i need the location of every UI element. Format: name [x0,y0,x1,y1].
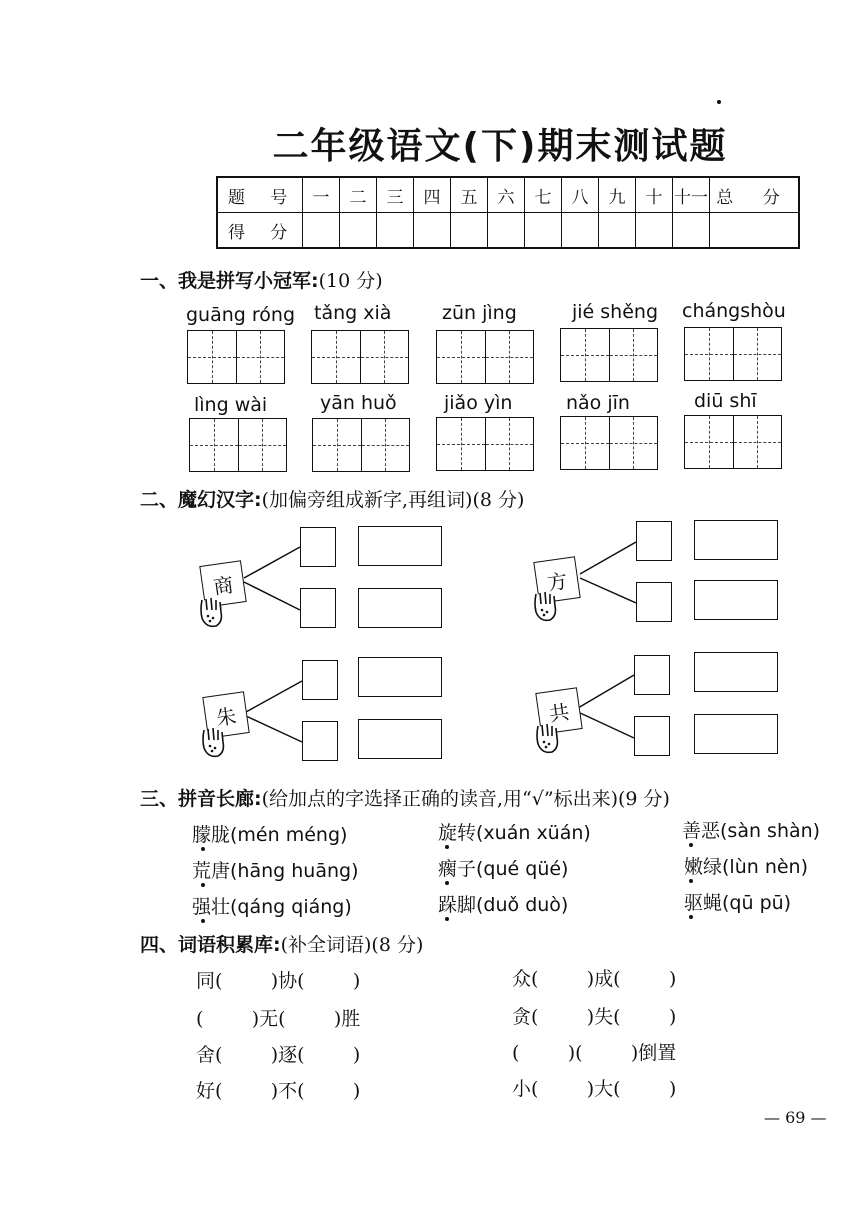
item-pinyin-options[interactable]: (duǒ duò) [476,894,569,916]
page-title: 二年级语文(下)期末测试题 [272,126,728,167]
item-word: 朦胧 [192,824,231,846]
emphasis-dot [201,883,205,887]
fill-in-word[interactable]: 舍( )逐( ) [196,1044,361,1066]
reading-item [682,816,820,843]
fill-in-word[interactable]: 贪( )失( ) [512,1006,677,1028]
emphasis-dot [445,917,449,921]
section-4-note: (补全词语)(8 分) [280,934,424,956]
pinyin-label: tǎng xià [314,302,392,324]
new-char-box[interactable] [636,521,672,561]
new-char-box[interactable] [302,660,338,700]
word-box[interactable] [358,588,442,628]
card-char: 共 [547,699,571,726]
item-pinyin-options[interactable]: (sàn shàn) [720,820,821,842]
total-label: 总 分 [710,177,800,213]
new-char-box[interactable] [634,655,670,695]
word-box[interactable] [358,526,442,566]
word-box[interactable] [694,652,778,692]
item-word: 嫩绿 [684,856,723,878]
page-number: — 69 — [764,1108,827,1127]
reading-item [192,820,347,847]
section-4-heading [140,930,423,957]
reading-item [438,854,568,881]
reading-item [684,888,791,915]
item-word: 善恶 [682,820,721,842]
section-1-note: (10 分) [318,270,383,292]
col-10: 十 [636,177,673,213]
section-2-title: 二、魔幻汉字: [140,489,262,511]
col-7: 七 [525,177,562,213]
pinyin-label: chángshòu [682,300,786,322]
word-box[interactable] [358,719,442,759]
fill-in-word[interactable]: ( )( )倒置 [512,1042,677,1064]
reading-item [438,818,591,845]
section-4-title: 四、词语积累库: [140,934,281,956]
emphasis-dot [201,847,205,851]
header-label: 题 号 [217,177,303,213]
reading-item [438,890,568,917]
pinyin-label: lìng wài [194,394,268,416]
fill-in-word[interactable]: 好( )不( ) [196,1080,361,1102]
section-3-heading [140,784,670,811]
item-pinyin-options[interactable]: (qū pū) [722,892,792,914]
fill-in-word[interactable]: ( )无( )胜 [196,1008,361,1030]
item-word: 荒唐 [192,860,231,882]
emphasis-dot [445,845,449,849]
emphasis-dot [689,879,693,883]
score-label: 得 分 [217,213,303,249]
item-pinyin-options[interactable]: (lùn nèn) [722,856,809,878]
item-word: 旋转 [438,822,477,844]
new-char-box[interactable] [300,527,336,567]
item-word: 强壮 [192,896,231,918]
pinyin-label: diū shī [694,390,757,412]
fill-in-word[interactable]: 小( )大( ) [512,1078,677,1100]
emphasis-dot [201,919,205,923]
card-char: 朱 [214,703,238,730]
item-word: 瘸子 [438,858,477,880]
item-pinyin-options[interactable]: (qué qüé) [476,858,569,880]
item-word: 跺脚 [438,894,477,916]
reading-item [192,856,359,883]
word-box[interactable] [694,520,778,560]
pinyin-label: guāng róng [186,304,296,326]
new-char-box[interactable] [634,716,670,756]
new-char-box[interactable] [636,582,672,622]
reading-item [684,852,808,879]
col-2: 二 [340,177,377,213]
card-char: 商 [211,572,235,599]
word-box[interactable] [694,714,778,754]
item-pinyin-options[interactable]: (xuán xüán) [476,822,591,844]
new-char-box[interactable] [302,721,338,761]
col-1: 一 [303,177,340,213]
col-5: 五 [451,177,488,213]
pinyin-label: jié shěng [572,301,659,323]
section-1-title: 一、我是拼写小冠军: [140,270,319,292]
col-4: 四 [414,177,451,213]
pinyin-label: yān huǒ [320,392,397,414]
item-pinyin-options[interactable]: (hāng huāng) [230,860,359,882]
col-8: 八 [562,177,599,213]
reading-item [192,892,352,919]
item-pinyin-options[interactable]: (qáng qiáng) [230,896,352,918]
emphasis-dot [689,915,693,919]
section-2-note: (加偏旁组成新字,再组词)(8 分) [261,489,525,511]
fill-in-word[interactable]: 众( )成( ) [512,968,677,990]
col-9: 九 [599,177,636,213]
word-box[interactable] [358,657,442,697]
hand-holding-card-icon [530,590,560,624]
item-pinyin-options[interactable]: (mén méng) [230,824,348,846]
word-box[interactable] [694,580,778,620]
pinyin-label: nǎo jīn [566,392,630,414]
pinyin-label: zūn jìng [442,302,517,324]
col-3: 三 [377,177,414,213]
section-3-note: (给加点的字选择正确的读音,用“√”标出来)(9 分) [261,788,670,810]
fill-in-word[interactable]: 同( )协( ) [196,970,361,992]
new-char-box[interactable] [300,588,336,628]
pinyin-label: jiǎo yìn [444,392,513,414]
card-char: 方 [545,568,569,595]
col-11: 十一 [673,177,710,213]
emphasis-dot [689,843,693,847]
section-3-title: 三、拼音长廊: [140,788,262,810]
emphasis-dot [445,881,449,885]
hand-holding-card-icon [532,722,562,756]
col-6: 六 [488,177,525,213]
hand-holding-card-icon [198,726,228,760]
hand-holding-card-icon [196,596,226,630]
item-word: 驱蝇 [684,892,723,914]
